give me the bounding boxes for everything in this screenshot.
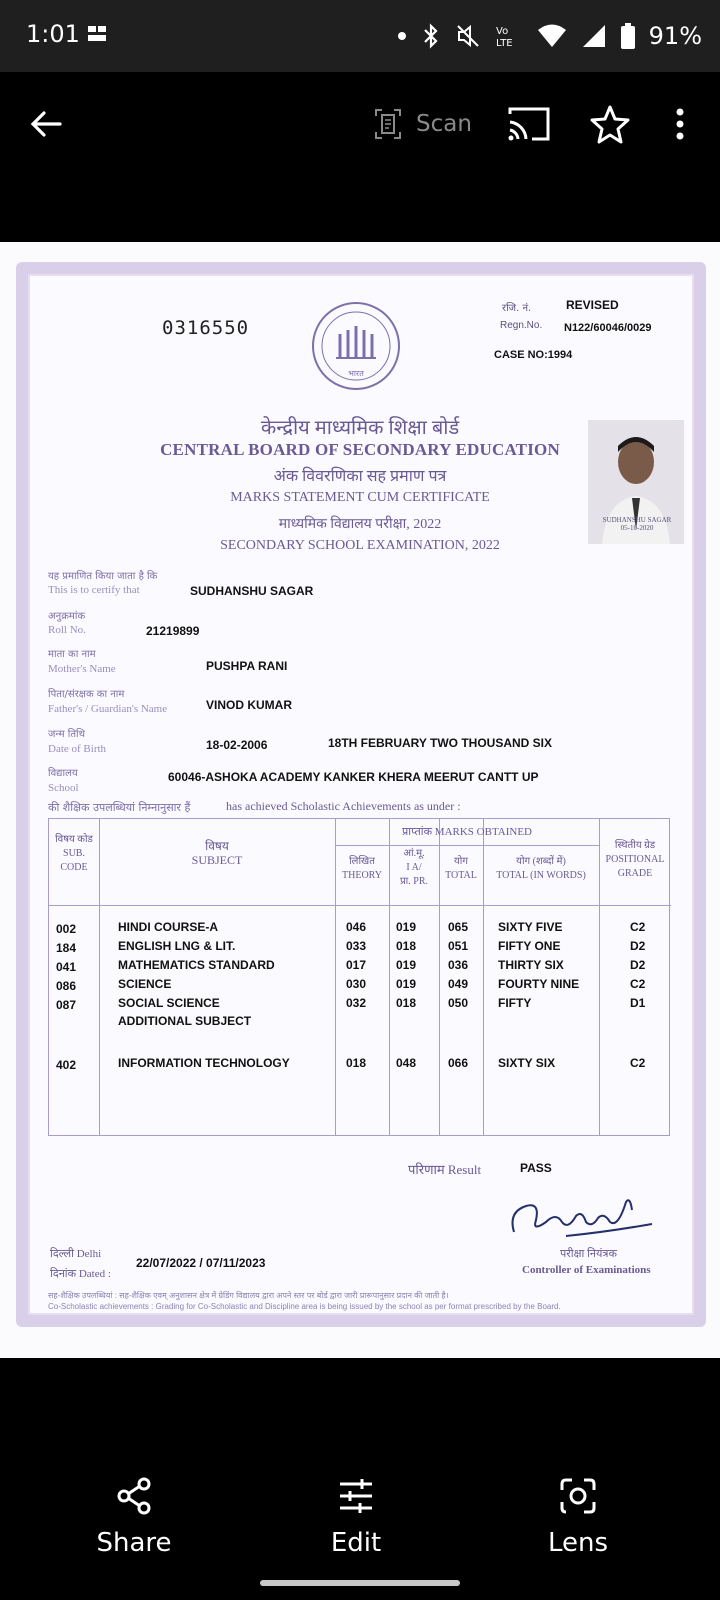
roll-label-hindi: अनुक्रमांक [48, 611, 86, 622]
result-value: PASS [520, 1161, 552, 1175]
roll-number: 21219899 [146, 624, 200, 638]
dob-label: Date of Birth [48, 743, 107, 755]
lens-icon [558, 1476, 598, 1516]
school-label: School [48, 782, 79, 794]
grade: C2 [630, 977, 646, 991]
notification-icon [88, 26, 106, 42]
grade: C2 [630, 1056, 646, 1070]
subject-name: INFORMATION TECHNOLOGY [118, 1056, 290, 1070]
certificate-title: MARKS STATEMENT CUM CERTIFICATE [230, 490, 490, 505]
back-arrow-icon[interactable] [26, 104, 66, 144]
edit-button[interactable] [276, 1476, 436, 1586]
scan-label: Scan [416, 111, 472, 137]
ia-marks: 019 [396, 920, 417, 934]
total-words: FIFTY [498, 996, 532, 1010]
mother-label-hindi: माता का नाम [48, 649, 96, 660]
total-marks: 051 [448, 939, 469, 953]
volte-icon [495, 23, 523, 49]
dob-words: 18TH FEBRUARY TWO THOUSAND SIX [328, 736, 553, 750]
edit-sliders-icon [336, 1476, 376, 1516]
additional-subject-label: ADDITIONAL SUBJECT [118, 1014, 252, 1028]
total-words: THIRTY SIX [498, 958, 564, 972]
header-grade: स्थितीय ग्रेड POSITIONAL GRADE [605, 840, 665, 879]
svg-text:LTE: LTE [495, 38, 513, 49]
header-ia: आं.मू. I A/ प्रा. PR. [399, 848, 428, 887]
subject-code: 041 [56, 960, 77, 974]
share-button[interactable] [54, 1476, 214, 1586]
battery-icon [621, 23, 635, 49]
father-label-hindi: पिता/संरक्षक का नाम [48, 689, 125, 700]
header-total: योग TOTAL [445, 856, 477, 881]
revised-label: REVISED [566, 298, 619, 312]
grade: D2 [630, 958, 646, 972]
subject-name: SOCIAL SCIENCE [118, 996, 220, 1010]
subject-code: 184 [56, 941, 77, 955]
grade: D2 [630, 939, 646, 953]
ia-marks: 019 [396, 977, 417, 991]
controller-label-hindi: परीक्षा नियंत्रक [560, 1248, 617, 1260]
photo-caption-date: 05-10-2020 [620, 524, 654, 532]
mute-icon [455, 23, 481, 49]
achievement-label-hindi: की शैक्षिक उपलब्धियां निम्नानुसार हैं [48, 801, 191, 814]
controller-label: Controller of Examinations [522, 1264, 651, 1276]
subject-name: ENGLISH LNG & LIT. [118, 939, 236, 953]
status-bar [0, 0, 720, 72]
star-icon[interactable] [590, 104, 630, 144]
certificate-title-hindi: अंक विवरणिका सह प्रमाण पत्र [273, 468, 447, 485]
case-number: CASE NO:1994 [494, 349, 573, 361]
scan-document-icon [374, 108, 402, 140]
status-time: 1:01 [26, 20, 80, 48]
theory-marks: 046 [346, 920, 367, 934]
bluetooth-icon [421, 23, 441, 49]
school-name: 60046-ASHOKA ACADEMY KANKER KHERA MEERUT CANTT UP [168, 770, 539, 784]
header-subject: विषय SUBJECT [191, 839, 243, 867]
theory-marks: 032 [346, 996, 367, 1010]
total-marks: 049 [448, 977, 469, 991]
subject-code: 002 [56, 922, 77, 936]
ia-marks: 019 [396, 958, 417, 972]
total-words: FIFTY ONE [498, 939, 561, 953]
share-label: Share [96, 1528, 172, 1558]
subject-code: 087 [56, 998, 77, 1012]
lens-label: Lens [547, 1528, 609, 1558]
ia-marks: 018 [396, 939, 417, 953]
total-marks: 066 [448, 1056, 469, 1070]
subject-code: 402 [56, 1058, 77, 1072]
lens-button[interactable] [498, 1476, 658, 1586]
certify-label: This is to certify that [48, 584, 140, 596]
total-marks: 050 [448, 996, 469, 1010]
achievement-label: has achieved Scholastic Achievements as under : [226, 799, 461, 813]
father-label: Father's / Guardian's Name [48, 703, 168, 715]
dob-value: 18-02-2006 [206, 738, 268, 752]
regn-label: Regn.No. [500, 320, 543, 331]
header-marks-obtained: प्राप्तांक MARKS OBTAINED [401, 826, 533, 838]
total-marks: 065 [448, 920, 469, 934]
serial-number: 0316550 [162, 317, 250, 339]
dot-icon [397, 31, 407, 41]
controller-signature [506, 1192, 654, 1242]
header-code: विषय कोड SUB. CODE [55, 834, 93, 873]
theory-marks: 017 [346, 958, 367, 972]
battery-percent: 91% [648, 22, 702, 50]
photo-caption-name: SUDHANSHU SAGAR [602, 516, 672, 524]
cast-icon[interactable] [508, 106, 550, 142]
status-icons [397, 18, 702, 54]
wifi-icon [537, 23, 567, 49]
theory-marks: 018 [346, 1056, 367, 1070]
dob-label-hindi: जन्म तिथि [48, 729, 86, 740]
certify-label-hindi: यह प्रमाणित किया जाता है कि [48, 571, 158, 582]
total-words: FOURTY NINE [498, 977, 580, 991]
bottom-action-bar [0, 1358, 720, 1600]
theory-marks: 033 [346, 939, 367, 953]
total-marks: 036 [448, 958, 469, 972]
subject-name: SCIENCE [118, 977, 172, 991]
gesture-handle[interactable] [260, 1580, 460, 1586]
result-label: परिणाम Result [408, 1162, 482, 1177]
board-name: CENTRAL BOARD OF SECONDARY EDUCATION [160, 440, 560, 459]
svg-text:Vo: Vo [495, 26, 508, 37]
student-name: SUDHANSHU SAGAR [190, 584, 314, 598]
more-options-icon[interactable] [668, 104, 692, 144]
ia-marks: 018 [396, 996, 417, 1010]
footer-note: Co-Scholastic achievements : Grading for Co-Scholastic and Discipline area is being issued by the school as per format prescribed by the Board. [48, 1302, 561, 1311]
scan-button[interactable] [374, 104, 472, 144]
emblem-text: भारत [348, 369, 364, 378]
share-icon [114, 1476, 154, 1516]
father-name: VINOD KUMAR [206, 698, 292, 712]
regn-number: N122/60046/0029 [564, 322, 652, 334]
dated-label: दिनांक Dated : [50, 1268, 111, 1280]
mother-label: Mother's Name [48, 663, 116, 675]
cbse-emblem-icon [310, 300, 402, 392]
subject-name: MATHEMATICS STANDARD [118, 958, 275, 972]
dated-value: 22/07/2022 / 07/11/2023 [136, 1256, 266, 1270]
place-label: दिल्ली Delhi [50, 1248, 102, 1260]
roll-label: Roll No. [48, 624, 86, 636]
regn-label-hindi: रजि. नं. [502, 303, 532, 314]
footer-note-hindi: सह-शैक्षिक उपलब्धियां : सह-शैक्षिक एवम् अनुशासन क्षेत्र में ग्रेडिंग विद्यालय द्वारा अपने स्तर पर बोर्ड द्वारा जारी प्रारूपानुसार प्रदान की जाती है। [48, 1291, 449, 1300]
header-theory: लिखित THEORY [342, 856, 382, 881]
ia-marks: 048 [396, 1056, 417, 1070]
exam-title: SECONDARY SCHOOL EXAMINATION, 2022 [220, 538, 500, 553]
grade: C2 [630, 920, 646, 934]
header-total-words: योग (शब्दों में) TOTAL (IN WORDS) [496, 856, 586, 881]
subject-name: HINDI COURSE-A [118, 920, 219, 934]
exam-title-hindi: माध्यमिक विद्यालय परीक्षा, 2022 [278, 517, 442, 532]
total-words: SIXTY SIX [498, 1056, 556, 1070]
photo-caption [589, 516, 685, 532]
edit-label: Edit [330, 1528, 382, 1558]
total-words: SIXTY FIVE [498, 920, 563, 934]
app-bar [0, 72, 720, 240]
mother-name: PUSHPA RANI [206, 659, 288, 673]
board-name-hindi: केन्द्रीय माध्यमिक शिक्षा बोर्ड [260, 417, 460, 439]
school-label-hindi: विद्यालय [48, 768, 78, 779]
signal-icon [581, 23, 607, 49]
subject-code: 086 [56, 979, 77, 993]
grade: D1 [630, 996, 646, 1010]
theory-marks: 030 [346, 977, 367, 991]
